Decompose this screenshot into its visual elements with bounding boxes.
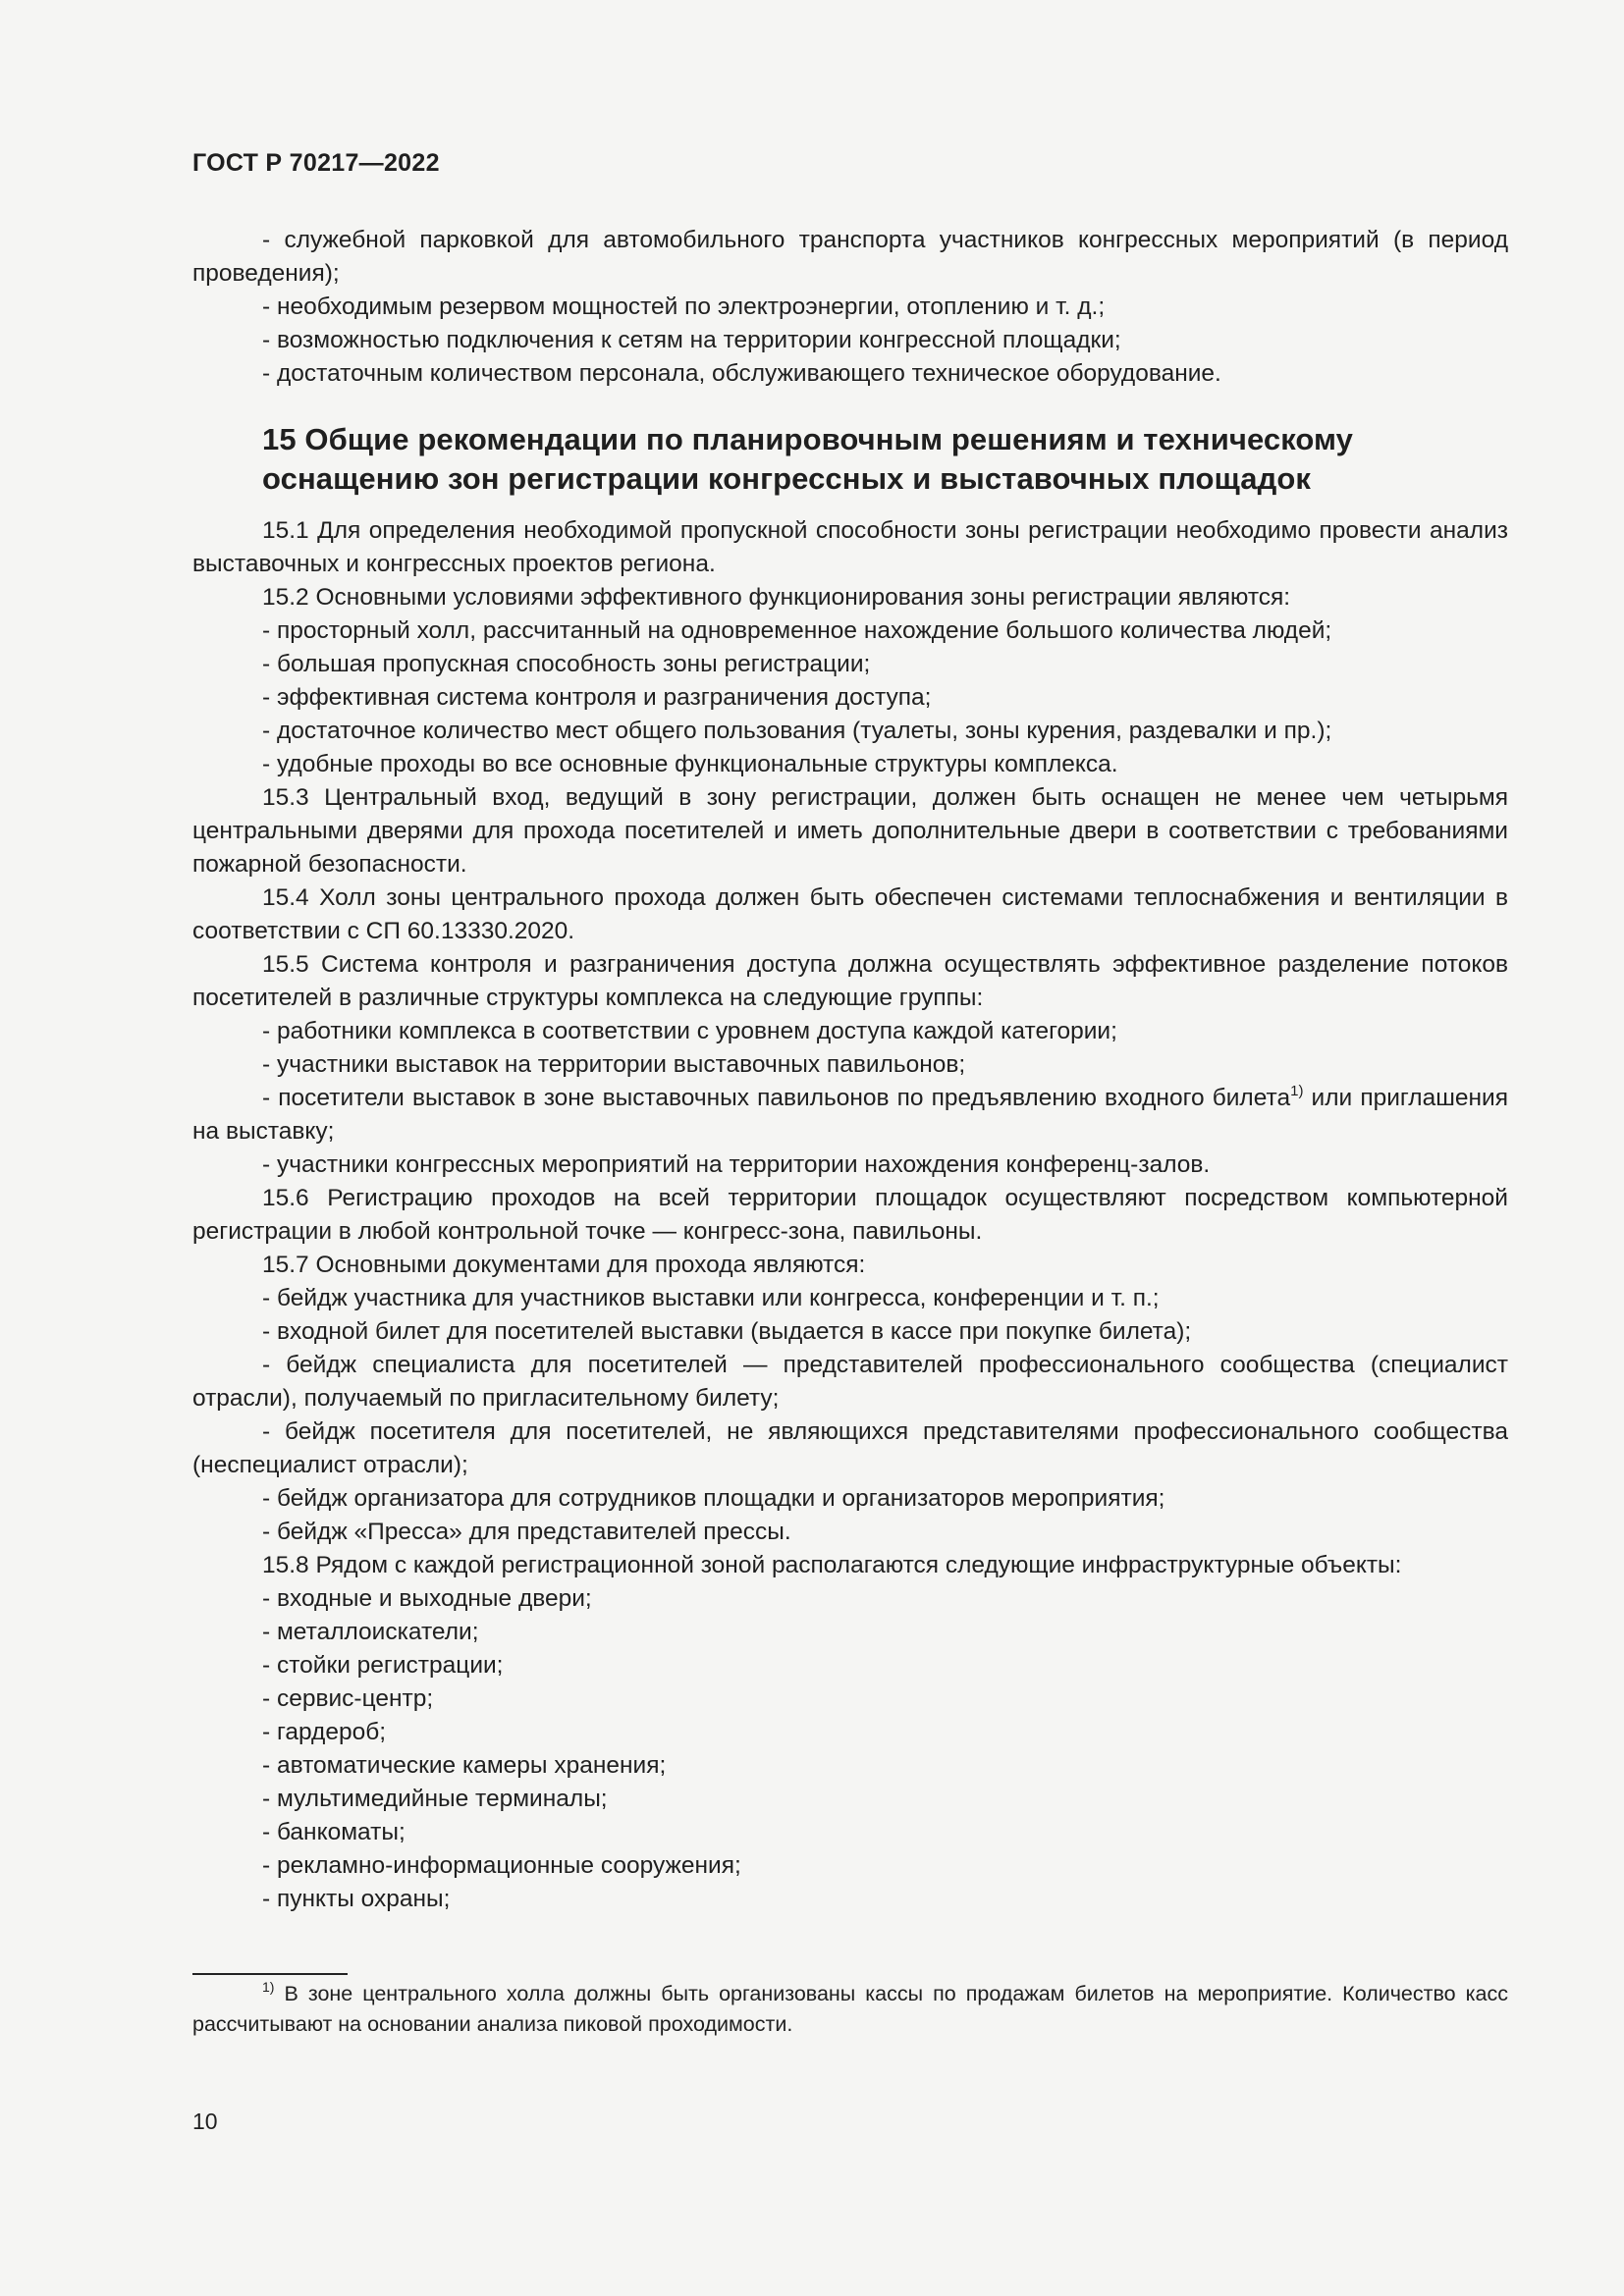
list-item: - бейдж «Пресса» для представителей прессы.	[262, 1519, 791, 1545]
footnote-marker: 1)	[262, 1978, 275, 1995]
footnote-reference[interactable]: 1)	[1290, 1082, 1304, 1099]
intro-item: - служебной парковкой для автомобильного транспорта участников конгрессных мероприятий (в период проведения);	[192, 227, 1508, 287]
list-item: - гардероб;	[262, 1719, 387, 1745]
paragraph-15-2: 15.2 Основными условиями эффективного функционирования зоны регистрации являются:	[262, 584, 1291, 611]
list-item: - сервис-центр;	[262, 1685, 434, 1712]
intro-item: - достаточным количеством персонала, обслуживающего техническое оборудование.	[262, 360, 1221, 387]
paragraph-15-8: 15.8 Рядом с каждой регистрационной зоной располагаются следующие инфраструктурные объекты:	[262, 1552, 1402, 1578]
list-item-text-cont: или приглашения на выставку;	[192, 1085, 1508, 1145]
list-item: - банкоматы;	[262, 1819, 406, 1845]
list-item: - бейдж участника для участников выставки или конгресса, конференции и т. п.;	[262, 1285, 1160, 1311]
list-item: - рекламно-информационные сооружения;	[262, 1852, 741, 1879]
list-item: - эффективная система контроля и разграничения доступа;	[262, 684, 932, 711]
list-item-text: - посетители выставок в зоне выставочных павильонов по предъявлению входного билета	[262, 1085, 1291, 1111]
list-item: - участники конгрессных мероприятий на территории нахождения конференц-залов.	[262, 1151, 1211, 1178]
list-item-with-footnote	[192, 1082, 1508, 1148]
document-code: ГОСТ Р 70217—2022	[192, 149, 440, 177]
list-item: - металлоискатели;	[262, 1619, 479, 1645]
list-item: - большая пропускная способность зоны регистрации;	[262, 651, 871, 677]
list-item: - работники комплекса в соответствии с уровнем доступа каждой категории;	[262, 1018, 1117, 1044]
list-item: - входные и выходные двери;	[262, 1585, 592, 1612]
list-item: - входной билет для посетителей выставки (выдается в кассе при покупке билета);	[262, 1318, 1192, 1345]
page-body	[192, 224, 1508, 1916]
list-item: - достаточное количество мест общего пользования (туалеты, зоны курения, раздевалки и пр.);	[262, 718, 1332, 744]
intro-item: - возможностью подключения к сетям на территории конгрессной площадки;	[262, 327, 1121, 353]
list-item: - удобные проходы во все основные функциональные структуры комплекса.	[262, 751, 1118, 777]
list-item: - стойки регистрации;	[262, 1652, 504, 1679]
list-item: - пункты охраны;	[262, 1886, 451, 1912]
footnote-divider	[192, 1973, 348, 1975]
paragraph-15-6: 15.6 Регистрацию проходов на всей территории площадок осуществляют посредством компьютерной регистрации в любой контрольной точке — конгресс-зона, павильоны.	[192, 1185, 1508, 1245]
list-item: - бейдж организатора для сотрудников площадки и организаторов мероприятия;	[262, 1485, 1165, 1512]
list-item: - участники выставок на территории выставочных павильонов;	[262, 1051, 966, 1078]
list-item: - просторный холл, рассчитанный на одновременное нахождение большого количества людей;	[262, 617, 1332, 644]
paragraph-15-1: 15.1 Для определения необходимой пропускной способности зоны регистрации необходимо провести анализ выставочных и конгрессных проектов региона.	[192, 517, 1508, 577]
paragraph-15-4: 15.4 Холл зоны центрального прохода должен быть обеспечен системами теплоснабжения и вентиляции в соответствии с СП 60.13330.2020.	[192, 884, 1508, 944]
intro-item: - необходимым резервом мощностей по электроэнергии, отоплению и т. д.;	[262, 294, 1106, 320]
footnote-text: В зоне центрального холла должны быть организованы кассы по продажам билетов на мероприятие. Количество касс рассчитывают на основании анализа пиковой проходимости.	[192, 1982, 1508, 2036]
paragraph-15-3: 15.3 Центральный вход, ведущий в зону регистрации, должен быть оснащен не менее чем четырьмя центральными дверями для прохода посетителей и иметь дополнительные двери в соответствии с требованиями пожарной безопасности.	[192, 784, 1508, 878]
page-number: 10	[192, 2109, 218, 2134]
paragraph-15-5: 15.5 Система контроля и разграничения доступа должна осуществлять эффективное разделение потоков посетителей в различные структуры комплекса на следующие группы:	[192, 951, 1508, 1011]
footnote	[192, 1979, 1508, 2040]
paragraph-15-7: 15.7 Основными документами для прохода являются:	[262, 1252, 866, 1278]
list-item: - автоматические камеры хранения;	[262, 1752, 667, 1779]
section-heading: 15 Общие рекомендации по планировочным решениям и техническому оснащению зон регистрации конгрессных и выставочных площадок	[262, 422, 1354, 496]
list-item: - мультимедийные терминалы;	[262, 1786, 608, 1812]
list-item: - бейдж посетителя для посетителей, не являющихся представителями профессионального сообщества (неспециалист отрасли);	[192, 1418, 1508, 1478]
list-item: - бейдж специалиста для посетителей — представителей профессионального сообщества (специалист отрасли), получаемый по пригласительному билету;	[192, 1352, 1508, 1412]
